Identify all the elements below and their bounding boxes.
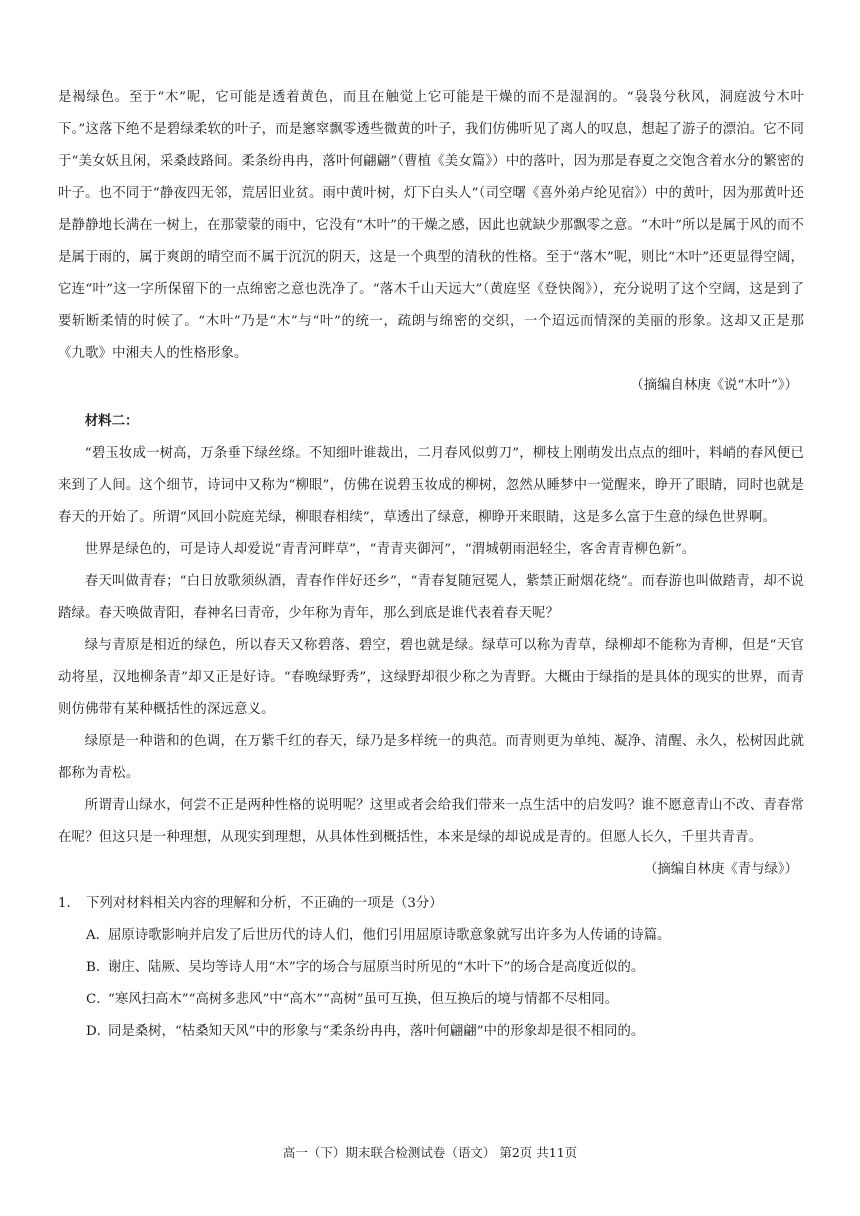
- option-letter: C．: [86, 992, 110, 1007]
- option-letter: B．: [86, 960, 110, 975]
- source-citation-1: （摘编自林庚《说“木叶”》）: [630, 378, 798, 393]
- material2-paragraph: “碧玉妆成一树高，万条垂下绿丝绦。不知细叶谁裁出，二月春风似剪刀”，柳枝上刚萌发出点点的细叶，料峭的春风便已来到了人间。这个细节，诗词中又称为“柳眼”，仿佛在说碧玉妆成的柳树，忽然从睡梦中一觉醒来，睁开了眼睛，同时也就是春天的开始了。所谓“风回小院庭芜绿，柳眼春相续”，草透出了绿意，柳睁开来眼睛，这是多么富于生意的绿色世界啊。: [58, 446, 804, 525]
- page-footer: 高一（下）期末联合检测试卷（语文） 第2页 共11页: [282, 1145, 578, 1160]
- option-text: “寒风扫高木”“高树多悲风”中“高木”“高树”虽可互换，但互换后的境与情都不尽相同。: [108, 992, 619, 1007]
- option-letter: D．: [86, 1024, 111, 1039]
- material2-paragraph: 绿与青原是相近的绿色，所以春天又称碧落、碧空，碧也就是绿。绿草可以称为青草，绿柳却不能称为青柳，但是“天官动将星，汉地柳条青”却又正是好诗。“春晚绿野秀”，这绿野却很少称之为青野。大概由于绿指的是具体的现实的世界，而青则仿佛带有某种概括性的深远意义。: [58, 638, 804, 717]
- option-b: [58, 952, 804, 984]
- paragraph-continued: 是褐绿色。至于“木”呢，它可能是透着黄色，而且在触觉上它可能是干燥的而不是湿润的。“袅袅兮秋风，洞庭波兮木叶下。”这落下绝不是碧绿柔软的叶子，而是窸窣飘零透些微黄的叶子，我们仿佛听见了离人的叹息，想起了游子的漂泊。它不同于“美女妖且闲，采桑歧路间。柔条纷冉冉，落叶何翩翩”（曹植《美女篇》）中的落叶，因为那是春夏之交饱含着水分的繁密的叶子。也不同于“静夜四无邻，荒居旧业贫。雨中黄叶树，灯下白头人”（司空曙《喜外弟卢纶见宿》）中的黄叶，因为那黄叶还是静静地长满在一树上，在那蒙蒙的雨中，它没有“木叶”的干燥之感，因此也就缺少那飘零之意。“木叶”所以是属于风的而不是属于雨的，属于爽朗的晴空而不属于沉沉的阴天，这是一个典型的清秋的性格。至于“落木”呢，则比“木叶”还更显得空阔，它连“叶”这一字所保留下的一点绵密之意也洗净了。“落木千山天远大”（黄庭坚《登快阁》），充分说明了这个空阔，这是到了要斩断柔情的时候了。“木叶”乃是“木”与“叶”的统一，疏朗与绵密的交织，一个迢远而情深的美丽的形象。这却又正是那《九歌》中湘夫人的性格形象。: [58, 90, 804, 361]
- option-text: 屈原诗歌影响并启发了后世历代的诗人们，他们引用屈原诗歌意象就写出许多为人传诵的诗篇。: [108, 928, 671, 943]
- option-text: 同是桑树，“枯桑知天风”中的形象与“柔条纷冉冉，落叶何翩翩”中的形象却是很不相同的。: [108, 1024, 645, 1039]
- question-number: 1.: [58, 896, 71, 911]
- option-c: [58, 984, 804, 1016]
- question-1: [58, 888, 804, 920]
- page-content: [58, 82, 804, 1048]
- option-d: [58, 1016, 804, 1048]
- material2-paragraph: 春天叫做青春；“白日放歌须纵酒，青春作伴好还乡”，“青春复随冠冕人，紫禁正耐烟花绕”。而春游也叫做踏青，却不说踏绿。春天唤做青阳，春神名曰青帝，少年称为青年，那么到底是谁代表着春天呢？: [58, 574, 804, 621]
- material2-paragraph: 世界是绿色的，可是诗人却爱说“青青河畔草”，“青青夹御河”，“渭城朝雨浥轻尘，客舍青青柳色新”。: [84, 542, 696, 557]
- option-letter: A．: [86, 928, 110, 943]
- option-a: [58, 920, 804, 952]
- material2-heading: 材料二：: [84, 414, 139, 429]
- option-text: 谢庄、陆厥、吴均等诗人用“木”字的场合与屈原当时所见的“木叶下”的场合是高度近似的。: [108, 960, 645, 975]
- question-stem: 下列对材料相关内容的理解和分析，不正确的一项是（3分）: [86, 896, 443, 911]
- material2-paragraph: 绿原是一种谐和的色调，在万紫千红的春天，绿乃是多样统一的典范。而青则更为单纯、凝净、清醒、永久，松树因此就都称为青松。: [58, 734, 804, 781]
- material2-paragraph: 所谓青山绿水，何尝不正是两种性格的说明呢？这里或者会给我们带来一点生活中的启发吗？谁不愿意青山不改、青春常在呢？但这只是一种理想，从现实到理想，从具体性到概括性，本来是绿的却说成是青的。但愿人长久，千里共青青。: [58, 798, 804, 845]
- source-citation-2: （摘编自林庚《青与绿》）: [644, 862, 798, 877]
